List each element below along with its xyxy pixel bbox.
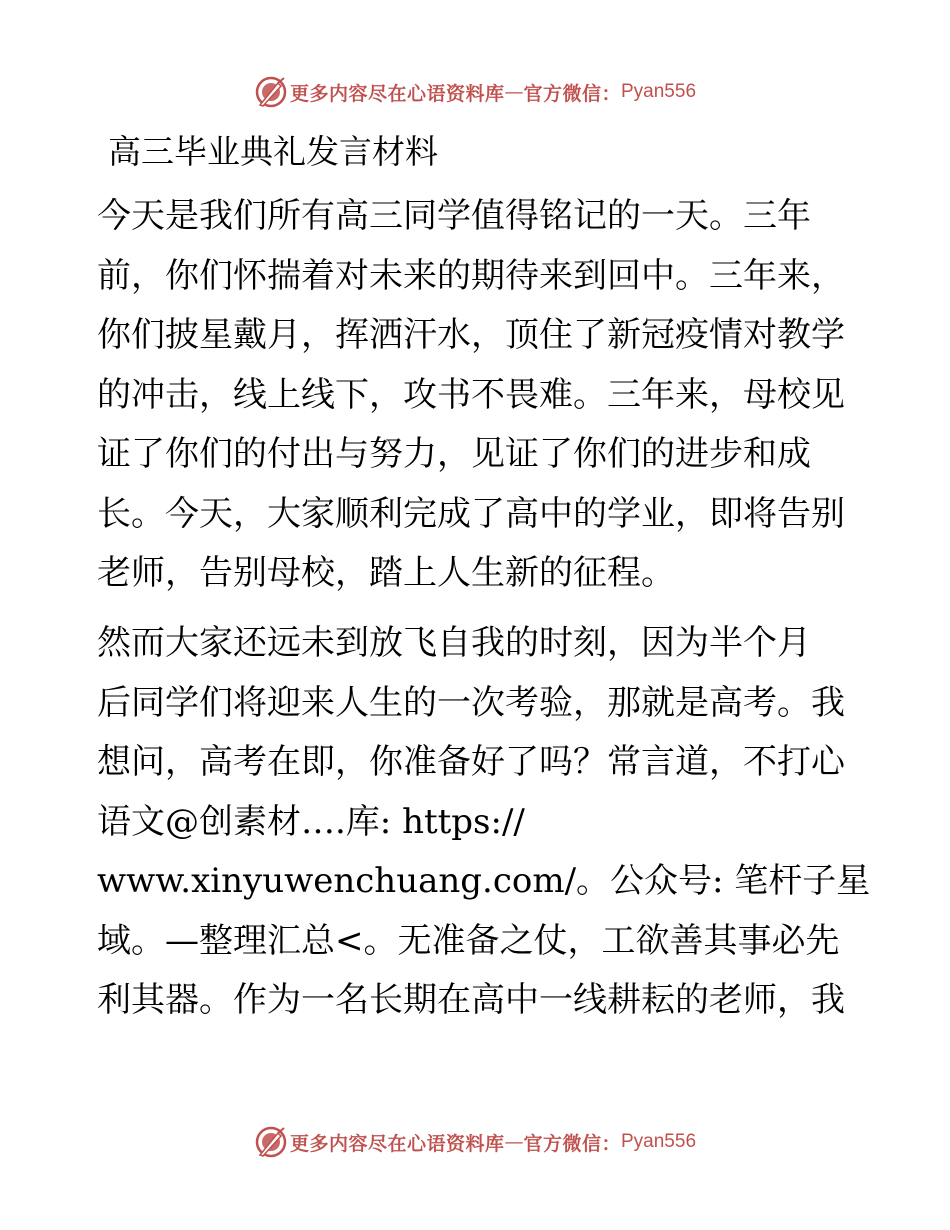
- document-title: 高三毕业典礼发言材料: [108, 132, 438, 171]
- text-line: 然而大家还远未到放飞自我的时刻，因为半个月: [97, 623, 811, 663]
- paragraph-2: [97, 614, 871, 1031]
- text-line: 想问，高考在即，你准备好了吗？常言道，不打心: [97, 742, 845, 782]
- banner-account-id: Pyan556: [621, 1131, 697, 1152]
- quill-seal-icon: [254, 75, 288, 109]
- banner-account-label: 官方微信：: [523, 1132, 621, 1155]
- banner-text: 更多内容尽在心语资料库: [289, 82, 505, 105]
- text-line: 的冲击，线上线下，攻书不畏难。三年来，母校见: [97, 374, 845, 415]
- banner-text: 更多内容尽在心语资料库: [289, 1132, 505, 1155]
- text-line: 后同学们将迎来人生的一次考验，那就是高考。我: [97, 682, 845, 723]
- banner-account-label: 官方微信：: [523, 82, 621, 105]
- text-line: 你们披星戴月，挥洒汗水，顶住了新冠疫情对教学: [97, 315, 845, 355]
- text-line: 老师，告别母校，踏上人生新的征程。: [97, 553, 675, 593]
- text-line: 今天是我们所有高三同学值得铭记的一天。三年: [97, 196, 811, 236]
- text-line: 证了你们的付出与努力，见证了你们的进步和成: [97, 434, 811, 474]
- text-line: 语文@创素材….库: https://: [97, 801, 525, 842]
- header-banner: [0, 72, 950, 112]
- footer-banner: [0, 1122, 950, 1162]
- text-line: 前，你们怀揣着对未来的期待来到回中。三年来，: [97, 255, 845, 296]
- text-line: 长。今天，大家顺利完成了高中的学业，即将告别: [97, 493, 845, 534]
- banner-separator: —: [504, 81, 524, 103]
- quill-seal-icon: [254, 1125, 288, 1159]
- text-line: www.xinyuwenchuang.com/。公众号: 笔杆子星: [97, 861, 871, 901]
- banner-account-id: Pyan556: [621, 81, 697, 102]
- banner-separator: —: [504, 1131, 524, 1153]
- text-line: 域。—整理汇总<。无准备之仗，工欲善其事必先: [97, 920, 840, 961]
- paragraph-1: [97, 187, 857, 604]
- text-line: 利其器。作为一名长期在高中一线耕耘的老师，我: [97, 980, 845, 1020]
